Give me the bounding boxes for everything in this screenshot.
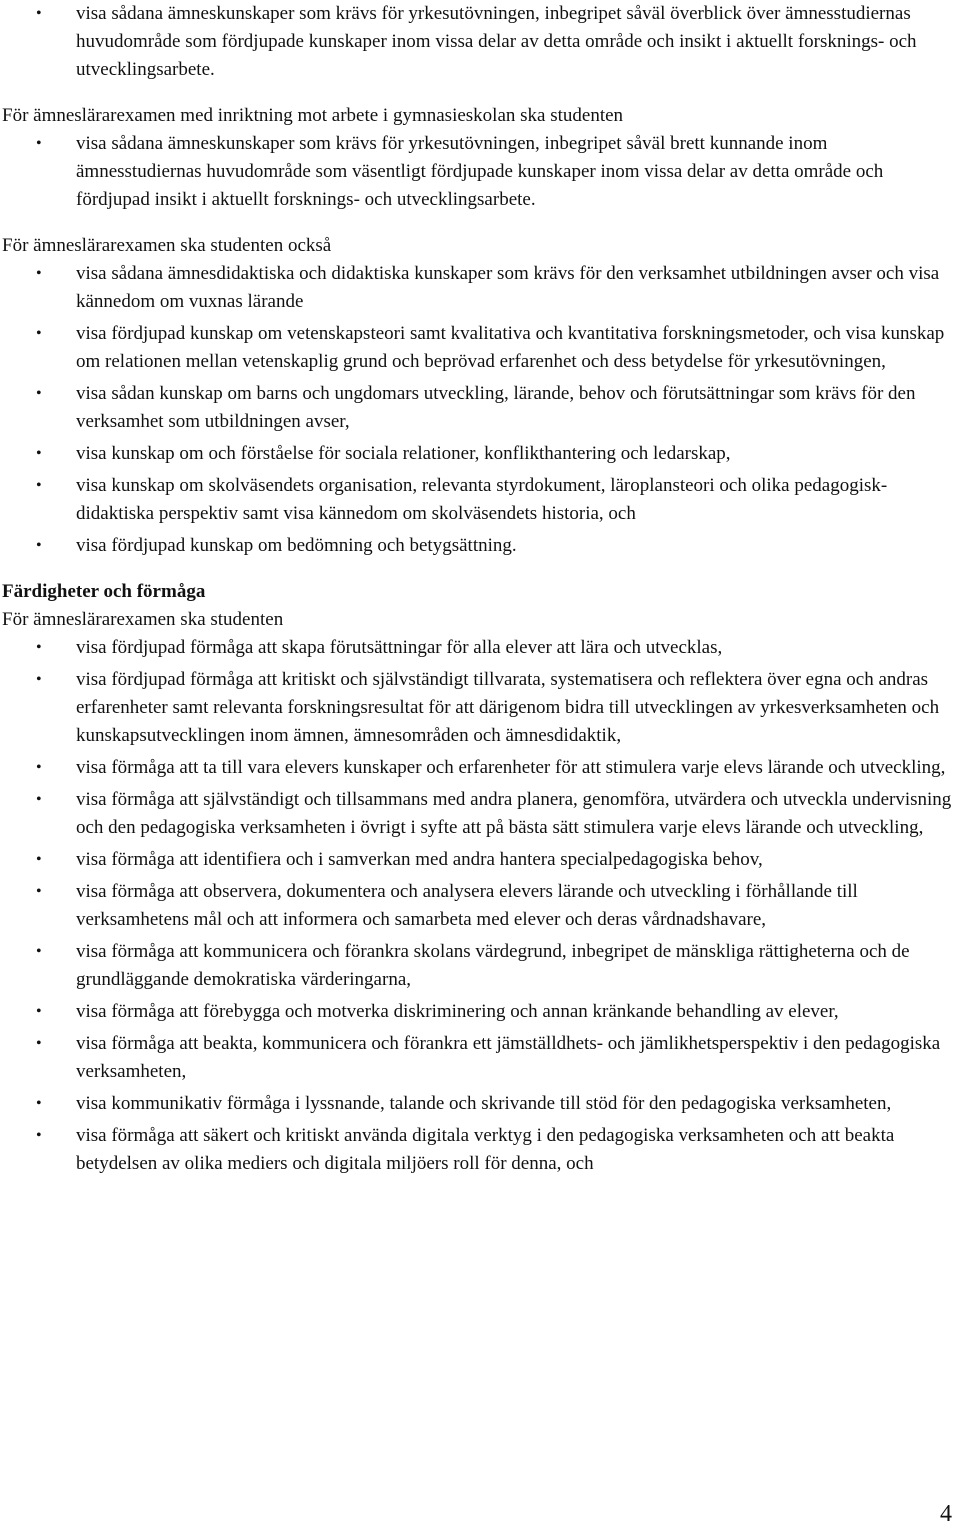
list-item-text: visa sådana ämneskunskaper som krävs för yrkesutövningen, inbegripet såväl överblick över ämnesstudiernas huvudområde som fördjupade kunskaper inom vissa delar av detta område och insikt i aktuellt forsknings- och utvecklingsarbete. — [76, 3, 917, 80]
list-item-text: visa förmåga att förebygga och motverka diskriminering och annan kränkande behandling av elever, — [76, 1001, 839, 1022]
list-item-text: visa kunskap om och förståelse för sociala relationer, konflikthantering och ledarskap, — [76, 443, 731, 464]
list-item — [0, 786, 960, 842]
bullet-icon: • — [36, 325, 42, 342]
list-item-text: visa fördjupad kunskap om bedömning och betygsättning. — [76, 535, 517, 556]
list-item — [0, 532, 960, 560]
bullet-icon: • — [36, 851, 42, 868]
list-item — [0, 754, 960, 782]
list-item — [0, 846, 960, 874]
section-heading: Färdigheter och förmåga — [2, 581, 206, 602]
list-item-text: visa förmåga att säkert och kritiskt använda digitala verktyg i den pedagogiska verksamheten och att beakta betydelsen av olika mediers och digitala miljöers roll för denna, och — [76, 1125, 895, 1174]
bullet-icon: • — [36, 1003, 42, 1020]
bullet-icon: • — [36, 265, 42, 282]
bullet-icon: • — [36, 1095, 42, 1112]
bullet-icon: • — [36, 135, 42, 152]
list-item — [0, 1090, 960, 1118]
list-item-text: visa kunskap om skolväsendets organisation, relevanta styrdokument, läroplansteori och olika pedagogisk-didaktiska perspektiv samt visa kännedom om skolväsendets historia, och — [76, 475, 888, 524]
bullet-list — [0, 130, 960, 214]
list-item — [0, 666, 960, 750]
list-item-text: visa sådana ämnesdidaktiska och didaktiska kunskaper som krävs för den verksamhet utbildningen avser och visa kännedom om vuxnas lärande — [76, 263, 940, 312]
bullet-icon: • — [36, 791, 42, 808]
bullet-icon: • — [36, 445, 42, 462]
list-item-text: visa fördjupad förmåga att kritiskt och självständigt tillvarata, systematisera och reflektera över egna och andras erfarenheter samt relevanta forskningsresultat för att därigenom bidra till utvecklingen av yrkesverksamheten och kunskapsutvecklingen inom ämnen, ämnesområden och ämnesdidaktik, — [76, 669, 940, 746]
list-item-text: visa förmåga att beakta, kommunicera och förankra ett jämställdhets- och jämlikhetsperspektiv i den pedagogiska verksamheten, — [76, 1033, 941, 1082]
list-item — [0, 320, 960, 376]
skills-section — [0, 578, 960, 1178]
list-item — [0, 440, 960, 468]
bullet-list — [0, 634, 960, 1178]
knowledge-section-also — [0, 232, 960, 560]
bullet-icon: • — [36, 385, 42, 402]
list-item — [0, 1122, 960, 1178]
bullet-icon: • — [36, 537, 42, 554]
list-item-text: visa sådan kunskap om barns och ungdomars utveckling, lärande, behov och förutsättningar som krävs för den verksamhet som utbildningen avser, — [76, 383, 916, 432]
bullet-list — [0, 260, 960, 560]
bullet-icon: • — [36, 759, 42, 776]
list-item — [0, 0, 960, 84]
list-item-text: visa kommunikativ förmåga i lyssnande, talande och skrivande till stöd för den pedagogiska verksamheten, — [76, 1093, 892, 1114]
list-item — [0, 878, 960, 934]
knowledge-section-gymnasieskolan — [0, 102, 960, 214]
list-item — [0, 472, 960, 528]
list-item — [0, 634, 960, 662]
page-number: 4 — [940, 1501, 952, 1527]
bullet-icon: • — [36, 671, 42, 688]
list-item — [0, 938, 960, 994]
list-item-text: visa förmåga att självständigt och tillsammans med andra planera, genomföra, utvärdera och utveckla undervisning och den pedagogiska verksamheten i övrigt i syfte att på bästa sätt stimulera varje elevs lärande och utveckling, — [76, 789, 952, 838]
list-item-text: visa fördjupad kunskap om vetenskapsteori samt kvalitativa och kvantitativa forskningsmetoder, och visa kunskap om relationen mellan vetenskaplig grund och beprövad erfarenhet och dess betydelse för yrkesutövningen, — [76, 323, 945, 372]
section-intro: För ämneslärarexamen med inriktning mot arbete i gymnasieskolan ska studenten — [2, 105, 624, 126]
bullet-icon: • — [36, 1035, 42, 1052]
list-item-text: visa förmåga att identifiera och i samverkan med andra hantera specialpedagogiska behov, — [76, 849, 763, 870]
list-item-text: visa förmåga att ta till vara elevers kunskaper och erfarenheter för att stimulera varje elevs lärande och utveckling, — [76, 757, 946, 778]
bullet-list — [0, 0, 960, 84]
section-intro: För ämneslärarexamen ska studenten — [2, 609, 284, 630]
list-item-text: visa förmåga att observera, dokumentera och analysera elevers lärande och utveckling i förhållande till verksamhetens mål och att informera och samarbeta med elever och deras vårdnadshavare, — [76, 881, 858, 930]
list-item — [0, 260, 960, 316]
bullet-icon: • — [36, 5, 42, 22]
bullet-icon: • — [36, 639, 42, 656]
list-item — [0, 998, 960, 1026]
bullet-icon: • — [36, 943, 42, 960]
knowledge-section-general — [0, 0, 960, 84]
list-item — [0, 1030, 960, 1086]
list-item-text: visa fördjupad förmåga att skapa förutsättningar för alla elever att lära och utvecklas, — [76, 637, 723, 658]
list-item — [0, 380, 960, 436]
bullet-icon: • — [36, 1127, 42, 1144]
section-intro: För ämneslärarexamen ska studenten också — [2, 235, 332, 256]
list-item — [0, 130, 960, 214]
list-item-text: visa förmåga att kommunicera och förankra skolans värdegrund, inbegripet de mänskliga rättigheterna och de grundläggande demokratiska värderingarna, — [76, 941, 910, 990]
bullet-icon: • — [36, 477, 42, 494]
list-item-text: visa sådana ämneskunskaper som krävs för yrkesutövningen, inbegripet såväl brett kunnande inom ämnesstudiernas huvudområde som väsentligt fördjupade kunskaper inom vissa delar av detta område och fördjupad insikt i aktuellt forsknings- och utvecklingsarbete. — [76, 133, 884, 210]
bullet-icon: • — [36, 883, 42, 900]
